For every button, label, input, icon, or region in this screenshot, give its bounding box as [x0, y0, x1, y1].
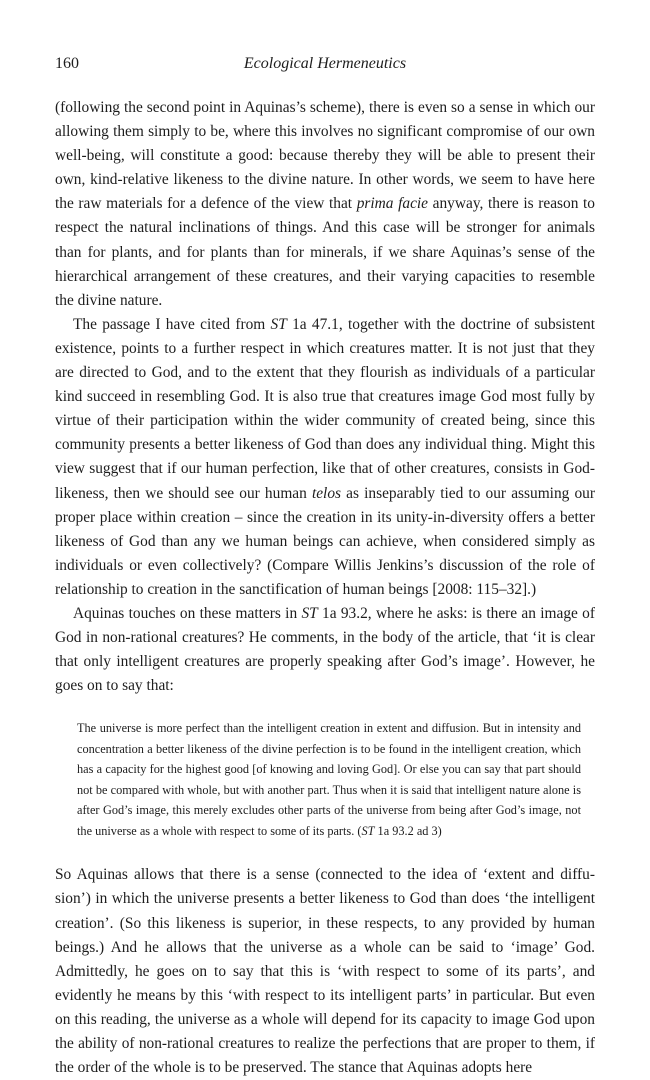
- italic-text: prima facie: [356, 195, 429, 213]
- italic-text: ST: [270, 315, 287, 333]
- paragraph: [55, 602, 595, 698]
- block-quote-text: [77, 718, 581, 841]
- paragraph: [55, 313, 595, 602]
- italic-text: ST: [301, 604, 318, 622]
- running-header: [55, 52, 595, 76]
- paragraph: [55, 96, 595, 313]
- text-run: The passage I have cited from: [73, 315, 271, 333]
- paragraph: [55, 863, 595, 1080]
- text-run: Aquinas touches on these matters in: [73, 604, 302, 622]
- text-run: 1a 93.2, where he asks: is there an image of God in non-rational creatures? He comments, in the body of the article, that ‘it is clear that only intelligent creatures are properly speaking after God’s image’. However, he goes on to say that:: [55, 604, 595, 695]
- text-run: So Aquinas allows that there is a sense (connected to the idea of ‘extent and diffu-sion’) in which the universe presents a better likeness to God than does ‘the intelligent creation’. (So this likeness is superior, in these respects, to any provided by human beings.) And he allows that the universe as a whole can be said to ‘image’ God. Admittedly, he goes on to say that this is ‘with respect to some of its parts’, and evidently he means by this ‘with respect to its intelligent parts’ in particular. But even on this reading, the universe as a whole will depend for its capacity to image God upon the ability of non-rational creatures to realize the perfections that are proper to them, if the order of the whole is to be preserved. The stance that Aquinas adopts here: [55, 866, 595, 1077]
- text-run: 1a 93.2 ad 3): [374, 823, 442, 838]
- italic-text: telos: [311, 484, 342, 502]
- italic-text: ST: [361, 823, 375, 838]
- page-number: 160: [55, 55, 79, 72]
- block-quote: [77, 718, 581, 841]
- text-run: as inseparably tied to our assuming our proper place within creation – since the creation in its unity-in-diversity offers a better likeness of God than any we human beings can achieve, when considered simply as individuals or even collectively? (Compare Willis Jenkins’s discussion of the role of relationship to creation in the sanctification of human beings [2008: 115–32].): [55, 484, 595, 598]
- running-title: Ecological Hermeneutics: [243, 55, 407, 72]
- body-text: [55, 96, 595, 1080]
- text-run: 1a 47.1, together with the doctrine of subsistent existence, points to a further respect in which creatures matter. It is not just that they are directed to God, and to the extent that they flourish as individuals of a particular kind succeed in resembling God. It is also true that creatures image God most fully by virtue of their participation within the wider community of created being, since this community presents a better likeness of God than does any individual thing. Might this view suggest that if our human perfection, like that of other creatures, consists in God-likeness, then we should see our human: [55, 315, 595, 502]
- text-run: The universe is more perfect than the intelligent creation in extent and diffusion. But in intensity and concentration a better likeness of the divine perfection is to be found in the intelligent creation, which has a capacity for the highest good [of knowing and loving God]. Or else you can say that part should not be compared with whole, but with another part. Thus when it is said that intelligent nature alone is after God’s image, this merely excludes other parts of the universe from being after God’s image, not the universe as a whole with respect to some of its parts. (: [77, 721, 581, 838]
- text-run: anyway, there is reason to respect the natural inclinations of things. And this case will be stronger for animals than for plants, and for plants than for minerals, if we share Aquinas’s sense of the hierarchical arrangement of these creatures, and their varying capacities to resemble the divine nature.: [55, 195, 596, 309]
- text-run: (following the second point in Aquinas’s scheme), there is even so a sense in which our allowing them simply to be, where this involves no significant compromise of our own well-being, will constitute a good: because thereby they will be able to present their own, kind-relative likeness to the divine nature. In other words, we seem to have here the raw materials for a defence of the view that: [55, 99, 595, 213]
